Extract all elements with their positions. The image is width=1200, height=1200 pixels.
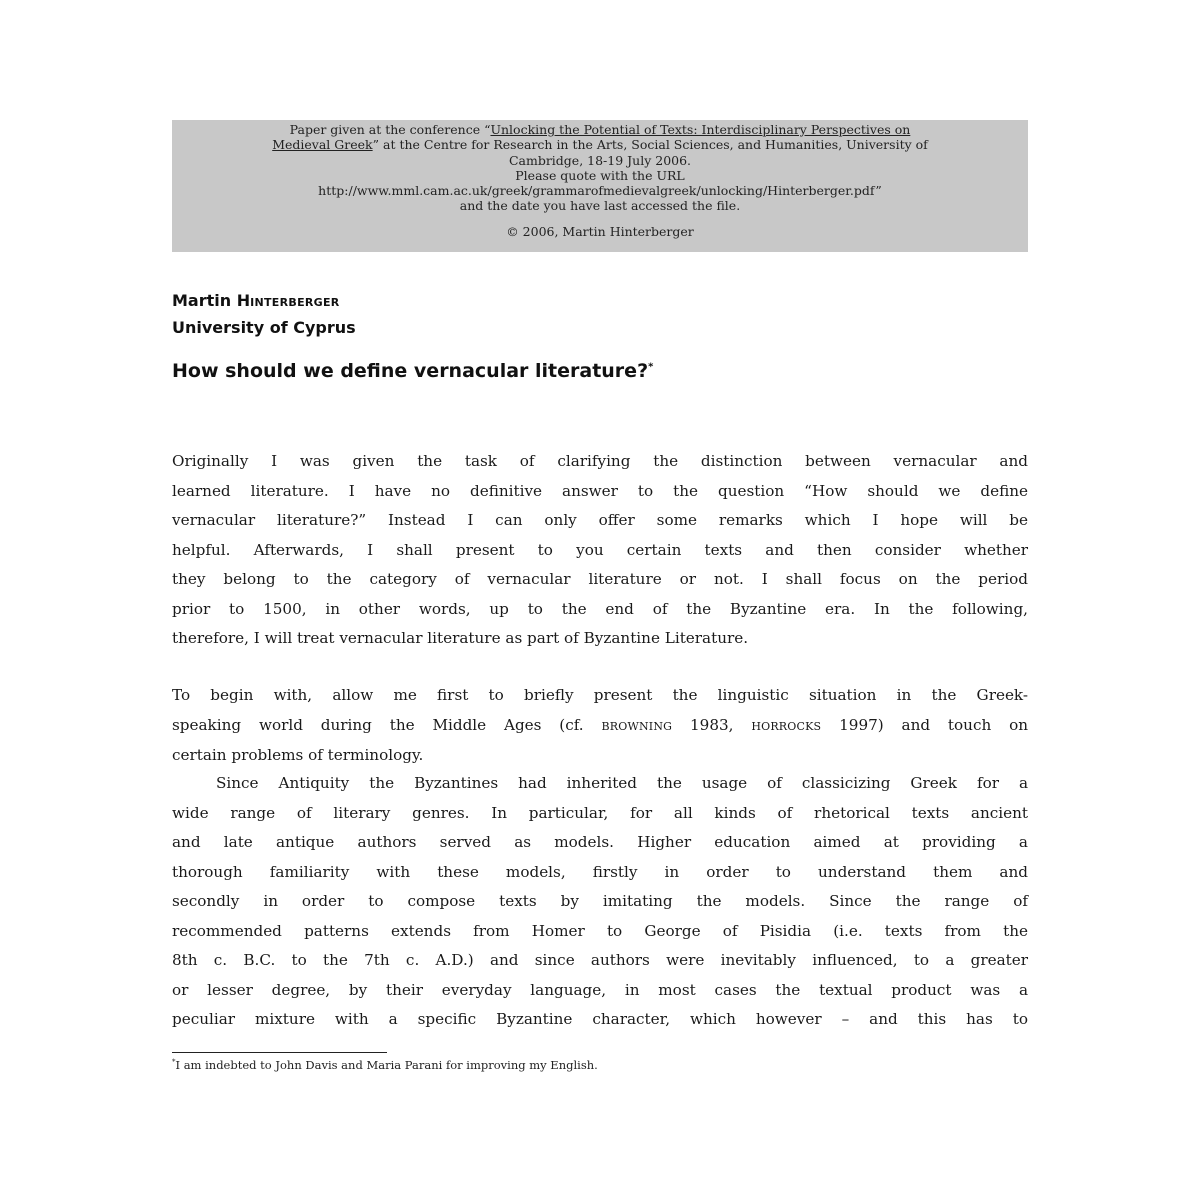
notice-spacer (178, 214, 1022, 224)
paragraph-1 (172, 447, 1028, 654)
paper-title: How should we define vernacular literature?* (172, 360, 654, 382)
paragraph-line: certain problems of terminology. (172, 746, 424, 764)
paragraph-line: helpful. Afterwards, I shall present to you certain texts and then consider whether (172, 540, 1028, 559)
paragraph-line: vernacular literature?” Instead I can only offer some remarks which I hope will be (172, 511, 1028, 529)
author-block (172, 288, 356, 340)
paragraph-line: peculiar mixture with a specific Byzantine character, which however – and this has to (172, 1010, 1028, 1028)
citation-notice-box (172, 120, 1028, 252)
paragraph-line: thorough familiarity with these models, firstly in order to understand them and (172, 862, 1028, 881)
paragraph-line: learned literature. I have no definitive answer to the question “How should we define (172, 481, 1028, 500)
notice-line-1: Paper given at the conference “Unlocking the Potential of Texts: Interdisciplinary Perspectives on (289, 122, 911, 137)
paragraph-line: recommended patterns extends from Homer to George of Pisidia (i.e. texts from the (172, 921, 1028, 940)
paragraph-line: therefore, I will treat vernacular literature as part of Byzantine Literature. (172, 629, 749, 647)
footnote-divider (172, 1052, 387, 1053)
notice-url: http://www.mml.cam.ac.uk/greek/grammarofmedievalgreek/unlocking/Hinterberger.pdf” (318, 183, 882, 199)
paragraph-line: secondly in order to compose texts by imitating the models. Since the range of (172, 892, 1028, 910)
paragraph-line: Since Antiquity the Byzantines had inherited the usage of classicizing Greek for a (216, 774, 1028, 792)
footnote: *I am indebted to John Davis and Maria Parani for improving my English. (172, 1058, 598, 1072)
paragraph-line: To begin with, allow me first to briefly present the linguistic situation in the Greek- (172, 686, 1028, 704)
notice-line-6: and the date you have last accessed the file. (459, 198, 741, 214)
title-footnote-mark: * (648, 361, 654, 373)
notice-line-2: Medieval Greek” at the Centre for Research in the Arts, Social Sciences, and Humanities, University of (272, 137, 928, 153)
paragraph-line: wide range of literary genres. In particular, for all kinds of rhetorical texts ancient (172, 803, 1028, 822)
notice-line-3: Cambridge, 18-19 July 2006. (508, 152, 692, 168)
conference-title-link-cont[interactable]: Medieval Greek (272, 137, 373, 153)
paragraph-3 (172, 769, 1028, 1035)
paragraph-2 (172, 681, 1028, 771)
paragraph-line: and late antique authors served as models. Higher education aimed at providing a (172, 833, 1028, 851)
paragraph-line: 8th c. B.C. to the 7th c. A.D.) and since authors were inevitably influenced, to a greater (172, 951, 1028, 969)
citation-browning: BROWNING (601, 719, 673, 733)
paragraph-line: speaking world during the Middle Ages (cf. BROWNING 1983, HORROCKS 1997) and touch on (172, 715, 1029, 734)
paragraph-line: or lesser degree, by their everyday language, in most cases the textual product was a (172, 980, 1028, 999)
conference-title-link[interactable]: Unlocking the Potential of Texts: Interdisciplinary Perspectives on (490, 122, 911, 137)
footnote-mark: * (172, 1058, 176, 1067)
author-affiliation: University of Cyprus (172, 318, 356, 337)
paragraph-line: they belong to the category of vernacular literature or not. I shall focus on the period (172, 570, 1028, 588)
citation-horrocks: HORROCKS (751, 719, 822, 733)
copyright-line: © 2006, Martin Hinterberger (506, 223, 694, 239)
paragraph-line: Originally I was given the task of clarifying the distinction between vernacular and (172, 452, 1028, 470)
author-name: Martin HINTERBERGER (172, 291, 340, 310)
paragraph-line: prior to 1500, in other words, up to the end of the Byzantine era. In the following, (172, 599, 1028, 618)
notice-line-4: Please quote with the URL (515, 167, 685, 183)
